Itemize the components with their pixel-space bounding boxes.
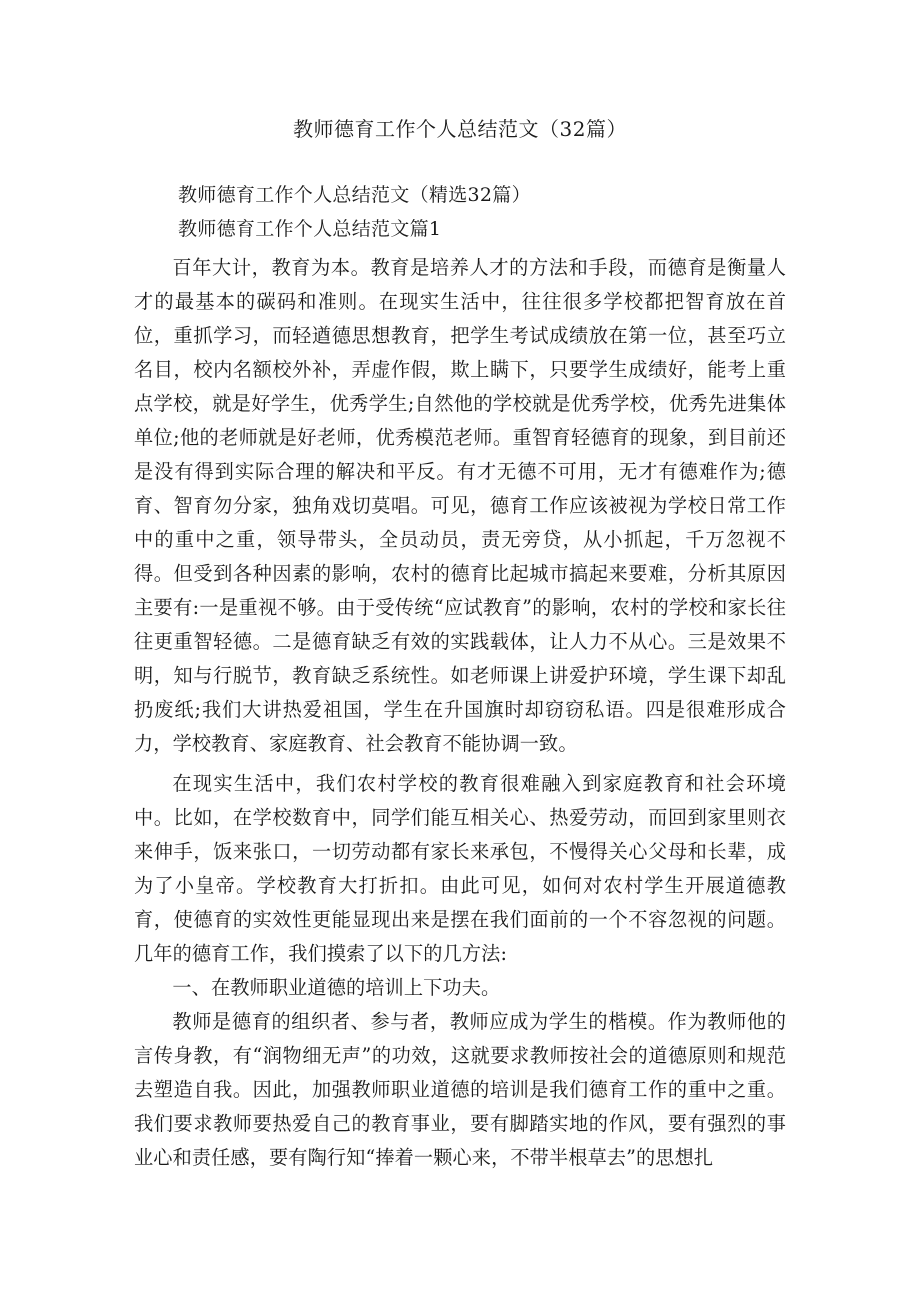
section-heading: 教师德育工作个人总结范文篇1 [178,218,442,240]
document-title: 教师德育工作个人总结范文（32篇） [293,117,627,141]
document-body [134,251,786,1175]
document-subtitle: 教师德育工作个人总结范文（精选32篇） [178,184,531,206]
paragraph: 百年大计，教育为本。教育是培养人才的方法和手段，而德育是衡量人才的最基本的碳码和准则。在现实生活中，往往很多学校都把智育放在首位，重抓学习，而轻遒德思想教育，把学生考试成绩放在第一位，甚至巧立名目，校内名额校外补，弄虚作假，欺上瞒下，只要学生成绩好，能考上重点学校，就是好学生，优秀学生;自然他的学校就是优秀学校，优秀先进集体单位;他的老师就是好老师，优秀模范老师。重智育轻德育的现象，到目前还是没有得到实际合理的解决和平反。有才无德不可用，无才有德难作为;德育、智育勿分家，独角戏切莫唱。可见，德育工作应该被视为学校日常工作中的重中之重，领导带头，全员动员，责无旁贷，从小抓起，千万忽视不得。但受到各种因素的影响，农村的德育比起城市搞起来要难，分析其原因主要有:一是重视不够。由于受传统“应试教育”的影响，农村的学校和家长往往更重智轻德。二是德育缺乏有效的实践载体，让人力不从心。三是效果不明，知与行脱节，教育缺乏系统性。如老师课上讲爱护环境，学生课下却乱扔废纸;我们大讲热爱祖国，学生在升国旗时却窃窃私语。四是很难形成合力，学校教育、家庭教育、社会教育不能协调一致。 [134,256,786,755]
paragraph: 在现实生活中，我们农村学校的教育很难融入到家庭教育和社会环境中。比如，在学校数育中，同学们能互相关心、热爱劳动，而回到家里则衣来伸手，饭来张口，一切劳动都有家长来承包，不慢得关心父母和长辈，成为了小皇帝。学校教育大打折扣。由此可见，如何对农村学生开展道德教育，使德育的实效性更能显现出来是摆在我们面前的一个不容忽视的问题。几年的德育工作，我们摸索了以下的几方法: [134,772,786,965]
paragraph: 教师是德育的组织者、参与者，教师应成为学生的楷模。作为教师他的言传身教，有“润物细无声”的功效，这就要求教师按社会的道德原则和规范去塑造自我。因此，加强教师职业道德的培训是我们德育工作的重中之重。我们要求教师要热爱自己的教育事业，要有脚踏实地的作风，要有强烈的事业心和责任感，要有陶行知“捧着一颗心来，不带半根草去”的思想扎 [134,1010,786,1169]
list-heading: 一、在教师职业道德的培训上下功夫。 [172,976,501,999]
